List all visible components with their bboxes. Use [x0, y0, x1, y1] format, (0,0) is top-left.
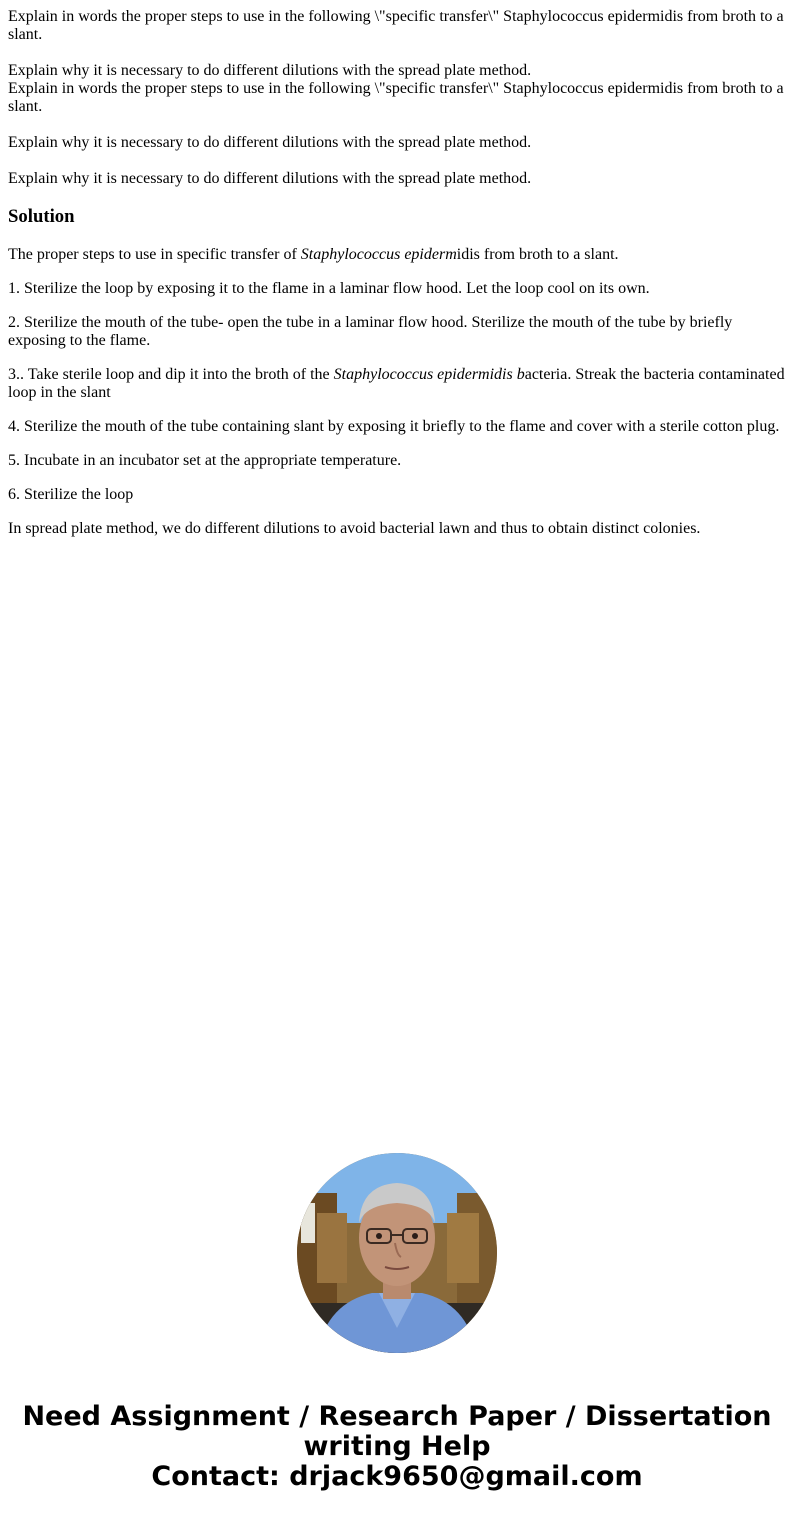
solution-conclusion: In spread plate method, we do different dilutions to avoid bacterial lawn and thus to obtain distinct colonies. [8, 520, 701, 537]
promo-banner [0, 1402, 794, 1492]
question-block [8, 8, 786, 188]
document-content [8, 8, 786, 554]
solution-intro: The proper steps to use in specific transfer of Staphylococcus epidermidis from broth to a slant. [8, 246, 619, 263]
question-text: Explain in words the proper steps to use in the following \"specific transfer\" Staphylococcus epidermidis from broth to a slant. [8, 8, 784, 43]
author-avatar [297, 1153, 497, 1353]
promo-contact: Contact: drjack9650@gmail.com [151, 1461, 643, 1492]
question-text: Explain why it is necessary to do different dilutions with the spread plate method. [8, 134, 532, 151]
promo-line: writing Help [303, 1431, 491, 1462]
solution-body [8, 246, 786, 538]
promo-line: Need Assignment / Research Paper / Dissertation [22, 1401, 772, 1432]
solution-heading: Solution [8, 206, 75, 227]
solution-step: 5. Incubate in an incubator set at the appropriate temperature. [8, 452, 402, 469]
question-text: Explain why it is necessary to do different dilutions with the spread plate method. [8, 170, 532, 187]
solution-step: 2. Sterilize the mouth of the tube- open the tube in a laminar flow hood. Sterilize the mouth of the tube by briefly exposing to the flame. [8, 314, 733, 349]
question-text: Explain why it is necessary to do different dilutions with the spread plate method. [8, 62, 532, 79]
solution-step: 1. Sterilize the loop by exposing it to the flame in a laminar flow hood. Let the loop cool on its own. [8, 280, 650, 297]
avatar-portrait-image [297, 1153, 497, 1353]
solution-step: 4. Sterilize the mouth of the tube containing slant by exposing it briefly to the flame and cover with a sterile cotton plug. [8, 418, 780, 435]
solution-step: 6. Sterilize the loop [8, 486, 134, 503]
question-text: Explain in words the proper steps to use in the following \"specific transfer\" Staphylococcus epidermidis from broth to a slant. [8, 80, 784, 115]
solution-step: 3.. Take sterile loop and dip it into the broth of the Staphylococcus epidermidis bacteria. Streak the bacteria contaminated loop in the slant [8, 366, 785, 401]
